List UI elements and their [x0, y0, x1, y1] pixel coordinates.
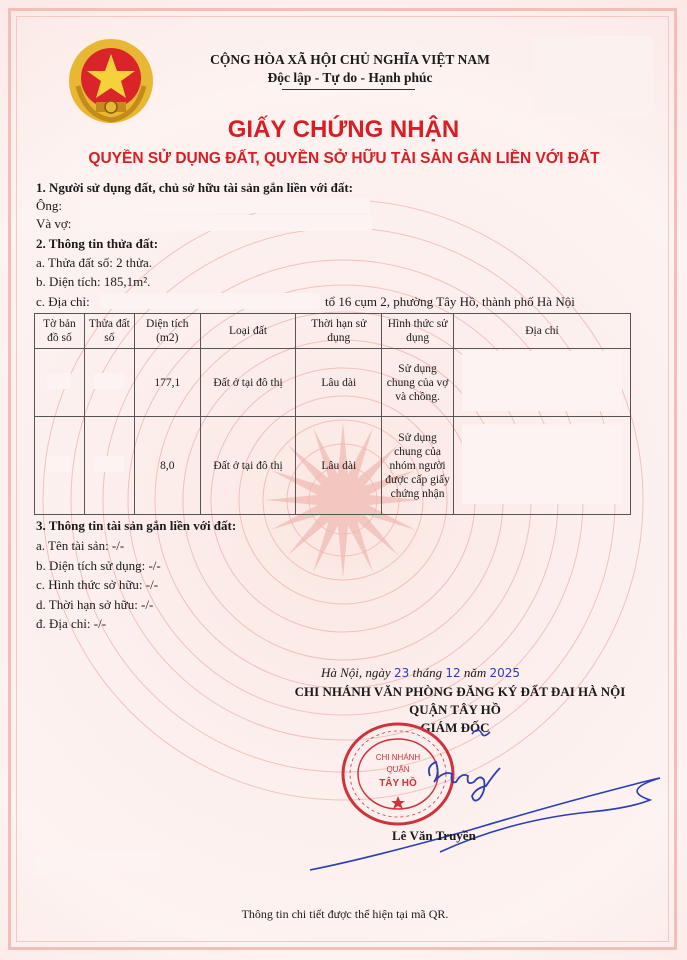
cell-usage-form: Sử dụng chung của nhóm người được cấp giấy chứng nhận	[382, 417, 454, 515]
parcel-count: a. Thửa đất số: 2 thửa.	[36, 255, 153, 270]
col-header-term: Thời hạn sử dụng	[296, 314, 382, 349]
date-month: 12	[445, 666, 461, 680]
cell-parcel-no	[84, 417, 134, 515]
table-row	[35, 417, 631, 515]
date-year-label: năm	[463, 665, 487, 680]
asset-ownership-term: d. Thời hạn sở hữu: -/-	[36, 597, 154, 612]
section2-heading: 2. Thông tin thửa đất:	[36, 236, 159, 251]
motto: Độc lập - Tự do - Hạnh phúc	[267, 70, 433, 85]
cell-parcel-no	[84, 349, 134, 417]
redacted-address	[100, 293, 320, 309]
land-parcel-table	[34, 313, 631, 515]
office-line1: CHI NHÁNH VĂN PHÒNG ĐĂNG KÝ ĐẤT ĐAI HÀ NỘI	[294, 684, 626, 699]
footer-note: Thông tin chi tiết được thể hiện tại mã QR.	[241, 907, 449, 921]
cell-area: 8,0	[134, 417, 200, 515]
redacted-qr-area	[533, 36, 653, 116]
cell-land-type: Đất ở tại đô thị	[200, 417, 296, 515]
stamp-line1: CHI NHÁNH	[375, 753, 421, 762]
cell-map-sheet	[35, 349, 85, 417]
cell-land-type: Đất ở tại đô thị	[200, 349, 296, 417]
col-header-parcel-no: Thửa đất số	[84, 314, 134, 349]
cell-address	[453, 349, 630, 417]
date-month-label: tháng	[412, 665, 443, 680]
asset-usage-area: b. Diện tích sử dụng: -/-	[36, 558, 161, 573]
parcel-area: b. Diện tích: 185,1m².	[36, 274, 151, 289]
date-line	[321, 665, 520, 681]
redacted-serial	[36, 852, 162, 874]
col-header-map-sheet: Tờ bản đồ số	[35, 314, 85, 349]
cell-address	[453, 417, 630, 515]
table-row	[35, 349, 631, 417]
stamp-line2: QUẬN	[386, 765, 410, 774]
cell-area: 177,1	[134, 349, 200, 417]
date-prefix: Hà Nội, ngày	[321, 665, 391, 680]
col-header-usage-form: Hình thức sử dụng	[382, 314, 454, 349]
col-header-address: Địa chỉ	[453, 314, 630, 349]
motto-underline	[282, 89, 415, 90]
date-day: 23	[393, 666, 410, 680]
wife-label: Và vợ:	[36, 216, 72, 231]
redacted-wife-name	[82, 215, 372, 231]
address-visible: tổ 16 cụm 2, phường Tây Hồ, thành phố Hà Nội	[325, 294, 575, 309]
certificate-subtitle: QUYỀN SỬ DỤNG ĐẤT, QUYỀN SỞ HỮU TÀI SẢN GẮN LIỀN VỚI ĐẤT	[88, 150, 600, 167]
certificate-title: GIẤY CHỨNG NHẬN	[227, 116, 460, 143]
cell-usage-form: Sử dụng chung của vợ và chồng.	[382, 349, 454, 417]
national-title: CỘNG HÒA XÃ HỘI CHỦ NGHĨA VIỆT NAM	[210, 52, 490, 67]
asset-ownership-form: c. Hình thức sở hữu: -/-	[36, 577, 159, 592]
office-line2: QUẬN TÂY HỒ	[409, 702, 501, 717]
cell-map-sheet	[35, 417, 85, 515]
section1-heading: 1. Người sử dụng đất, chủ sở hữu tài sản gắn liền với đất:	[36, 180, 353, 195]
stamp-line3: TÂY HỒ	[379, 778, 417, 789]
signer-name: Lê Văn Truyền	[392, 828, 476, 843]
cell-term: Lâu dài	[296, 349, 382, 417]
national-emblem-icon	[66, 36, 156, 126]
col-header-land-type: Loại đất	[200, 314, 296, 349]
address-label: c. Địa chỉ:	[36, 294, 90, 309]
asset-address: đ. Địa chỉ: -/-	[36, 616, 107, 631]
asset-name: a. Tên tài sản: -/-	[36, 538, 125, 553]
position-title: GIÁM ĐỐC	[420, 720, 490, 735]
date-year: 2025	[489, 666, 521, 680]
col-header-area: Diện tích (m2)	[134, 314, 200, 349]
husband-label: Ông:	[36, 198, 62, 213]
table-header-row	[35, 314, 631, 349]
cell-term: Lâu dài	[296, 417, 382, 515]
handwritten-signature	[300, 708, 680, 888]
section3-heading: 3. Thông tin tài sản gắn liền với đất:	[36, 518, 237, 533]
redacted-husband-name	[80, 197, 370, 213]
